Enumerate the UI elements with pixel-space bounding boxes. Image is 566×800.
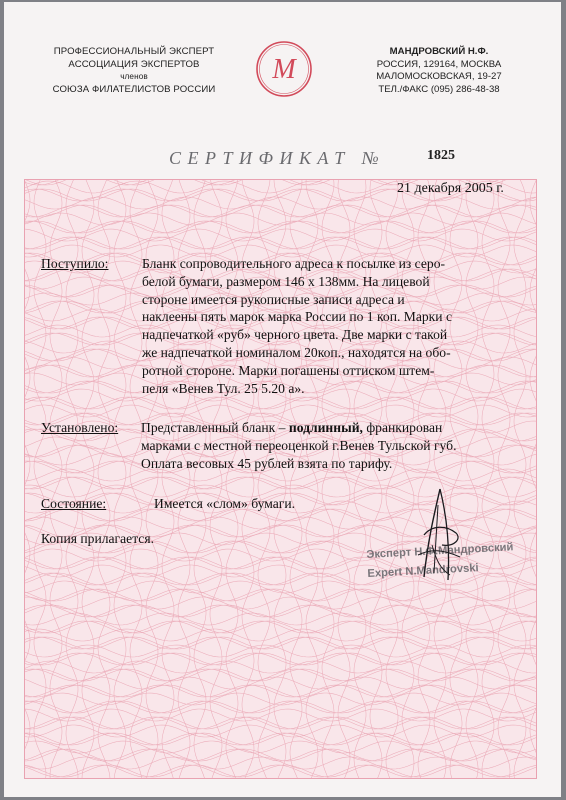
received-line: наклеены пять марок марка России по 1 коп. Марки с bbox=[142, 309, 452, 325]
logo-letter: M bbox=[272, 54, 296, 85]
received-line: Бланк сопроводительного адреса к посылке из серо- bbox=[142, 256, 446, 271]
certificate-page bbox=[4, 2, 561, 797]
header-left-line2: АССОЦИАЦИЯ ЭКСПЕРТОВ bbox=[68, 58, 200, 70]
monogram-logo bbox=[254, 39, 314, 99]
established-line1-start: Представленный бланк – bbox=[141, 420, 286, 435]
certificate-title: СЕРТИФИКАТ № bbox=[169, 148, 386, 168]
header-left-line4: СОЮЗА ФИЛАТЕЛИСТОВ РОССИИ bbox=[52, 83, 216, 95]
condition-label: Состояние: bbox=[41, 496, 107, 511]
stamp-line-ru: Эксперт Н.Ф.Мандровский bbox=[366, 541, 514, 561]
received-line: пеля «Венев Тул. 25 5.20 а». bbox=[142, 380, 305, 396]
condition-text: Имеется «слом» бумаги. bbox=[154, 496, 296, 511]
established-label: Установлено: bbox=[41, 420, 119, 435]
received-line: надпечаткой «руб» черного цвета. Две марки с такой bbox=[142, 327, 448, 343]
expert-name: МАНДРОВСКИЙ Н.Ф. bbox=[389, 46, 489, 57]
established-text bbox=[141, 419, 521, 472]
header-left-line1: ПРОФЕССИОНАЛЬНЫЙ ЭКСПЕРТ bbox=[53, 46, 215, 57]
expert-phone: ТЕЛ./ФАКС (095) 286-48-38 bbox=[378, 83, 500, 95]
established-line3: Оплата весовых 45 рублей взята по тарифу. bbox=[141, 455, 393, 471]
received-line: же надпечаткой номиналом 20коп., находятся на обо- bbox=[142, 344, 451, 360]
received-label: Поступило: bbox=[41, 256, 109, 271]
received-line: ротной стороне. Марки погашены оттиском штем- bbox=[142, 362, 435, 378]
certificate-date: 21 декабря 2005 г. bbox=[397, 181, 504, 196]
received-text bbox=[142, 255, 516, 397]
copy-note: Копия прилагается. bbox=[41, 531, 154, 546]
authentic-verdict: подлинный, bbox=[288, 420, 363, 435]
stamp-line-en: Expert N.Mandrovski bbox=[367, 562, 479, 580]
received-line: белой бумаги, размером 146 х 138мм. На лицевой bbox=[142, 273, 430, 289]
expert-signature bbox=[410, 485, 470, 585]
certificate-number: 1825 bbox=[427, 148, 455, 163]
expert-contact-header bbox=[339, 46, 539, 96]
established-line1-end: франкирован bbox=[366, 420, 443, 435]
header-left-line3: членов bbox=[120, 72, 148, 82]
received-line: стороне имеется рукописные записи адреса и bbox=[142, 291, 405, 307]
expert-address-line1: РОССИЯ, 129164, МОСКВА bbox=[376, 58, 502, 70]
established-line1 bbox=[141, 419, 521, 437]
association-header bbox=[30, 46, 238, 96]
expert-address-line2: МАЛОМОСКОВСКАЯ, 19-27 bbox=[376, 71, 502, 83]
established-line2: марками с местной переоценкой г.Венев Тульской губ. bbox=[141, 437, 457, 453]
